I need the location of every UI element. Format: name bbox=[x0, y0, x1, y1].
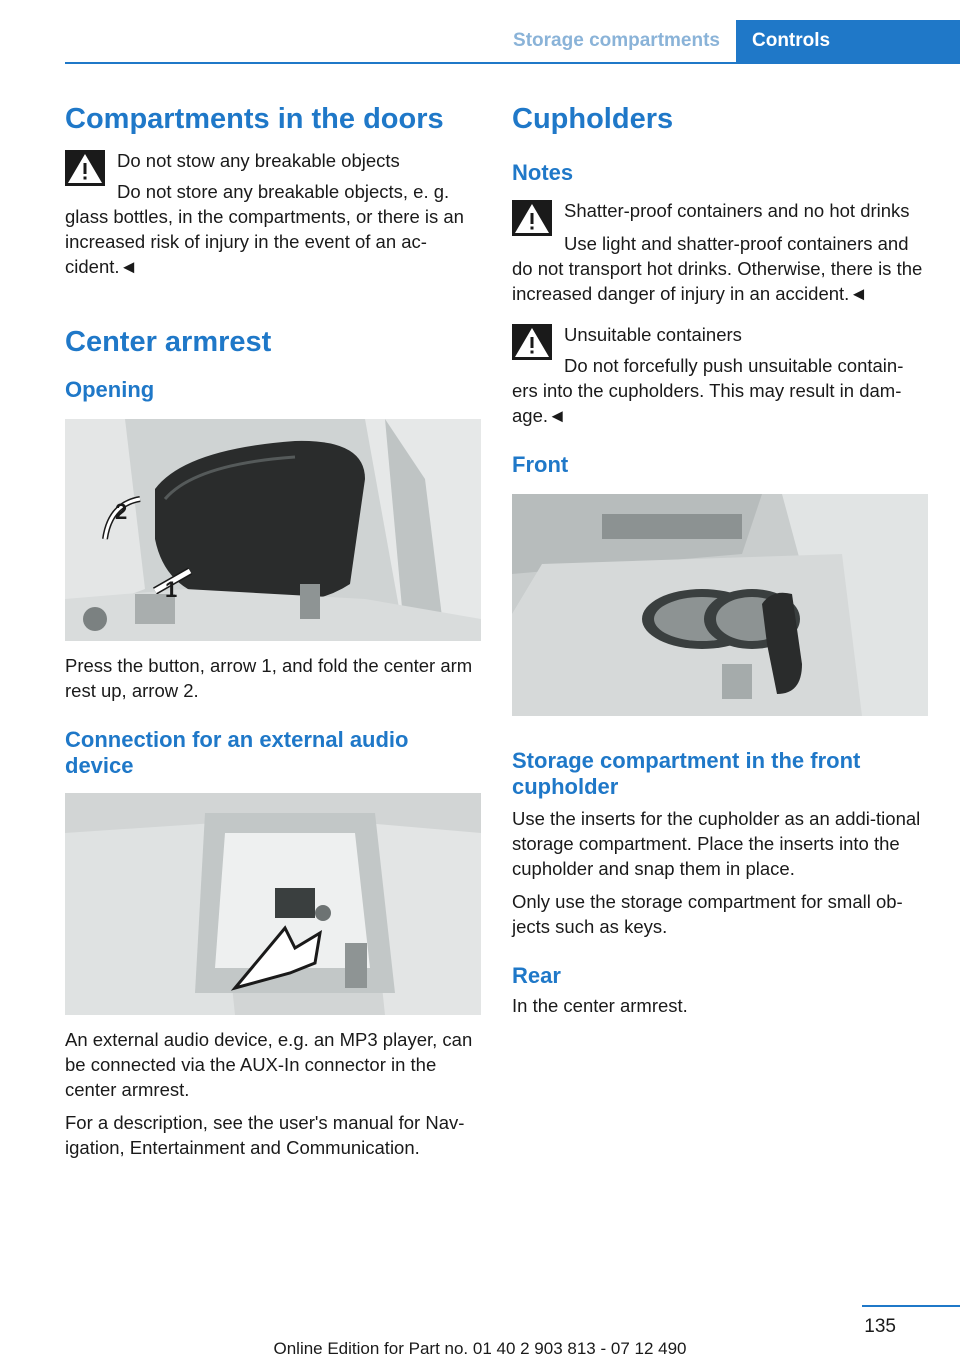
hot-drinks-warning-body: Use light and shatter-proof containers and do not transport hot drinks. Otherwise, there is the increased danger of injury in an accident.◄ bbox=[512, 233, 923, 304]
storage-compartment-text1: Use the inserts for the cupholder as an addi-tional storage compartment. Place the inserts into the cupholder and snap them in place. bbox=[512, 808, 921, 879]
warning-icon bbox=[512, 200, 552, 236]
page-number: 135 bbox=[864, 1316, 896, 1337]
front-heading: Front bbox=[512, 452, 569, 477]
doors-warning bbox=[65, 148, 481, 279]
armrest-opening-illustration bbox=[65, 419, 481, 641]
header-chapter-tab: Controls bbox=[736, 20, 960, 62]
cupholders-heading: Cupholders bbox=[512, 103, 674, 135]
unsuitable-containers-title: Unsuitable containers bbox=[564, 324, 742, 345]
aux-description: An external audio device, e.g. an MP3 player, can be connected via the AUX-In connector in the center armrest. bbox=[65, 1029, 473, 1100]
hot-drinks-warning bbox=[512, 198, 928, 306]
warning-icon bbox=[512, 324, 552, 360]
doors-heading: Compartments in the doors bbox=[65, 103, 444, 135]
rear-text: In the center armrest. bbox=[512, 995, 688, 1016]
storage-compartment-heading: Storage compartment in the front cupholder bbox=[512, 748, 861, 799]
page-header bbox=[65, 0, 960, 64]
aux-connector-illustration bbox=[65, 793, 481, 1015]
doors-warning-title: Do not stow any breakable objects bbox=[117, 150, 400, 171]
unsuitable-containers-body: Do not forcefully push unsuitable contain-ers into the cupholders. This may result in dam-age.◄ bbox=[512, 355, 904, 426]
storage-compartment-text2: Only use the storage compartment for small ob-jects such as keys. bbox=[512, 891, 903, 937]
opening-instructions: Press the button, arrow 1, and fold the center arm rest up, arrow 2. bbox=[65, 655, 473, 701]
edition-footer: Online Edition for Part no. 01 40 2 903 813 - 07 12 490 bbox=[273, 1339, 687, 1358]
opening-heading: Opening bbox=[65, 377, 155, 402]
front-cupholder-illustration bbox=[512, 494, 928, 716]
header-section-title: Storage compartments bbox=[513, 30, 720, 51]
footer-rule bbox=[862, 1305, 960, 1307]
arrow-2-label: 2 bbox=[115, 499, 128, 524]
arrow-1-label: 1 bbox=[165, 577, 178, 602]
armrest-heading: Center armrest bbox=[65, 326, 272, 358]
rear-heading: Rear bbox=[512, 963, 561, 988]
aux-reference: For a description, see the user's manual for Nav-igation, Entertainment and Communication. bbox=[65, 1112, 465, 1158]
right-column bbox=[512, 100, 928, 1018]
aux-heading: Connection for an external audio device bbox=[65, 727, 409, 778]
doors-warning-body: Do not store any breakable objects, e. g. glass bottles, in the compartments, or there is an increased risk of injury in the event of an ac-cident.◄ bbox=[65, 181, 464, 277]
hot-drinks-warning-title: Shatter-proof containers and no hot drinks bbox=[564, 200, 910, 221]
left-column bbox=[65, 100, 481, 1160]
unsuitable-containers-warning bbox=[512, 322, 928, 428]
warning-icon bbox=[65, 150, 105, 186]
notes-heading: Notes bbox=[512, 160, 574, 185]
